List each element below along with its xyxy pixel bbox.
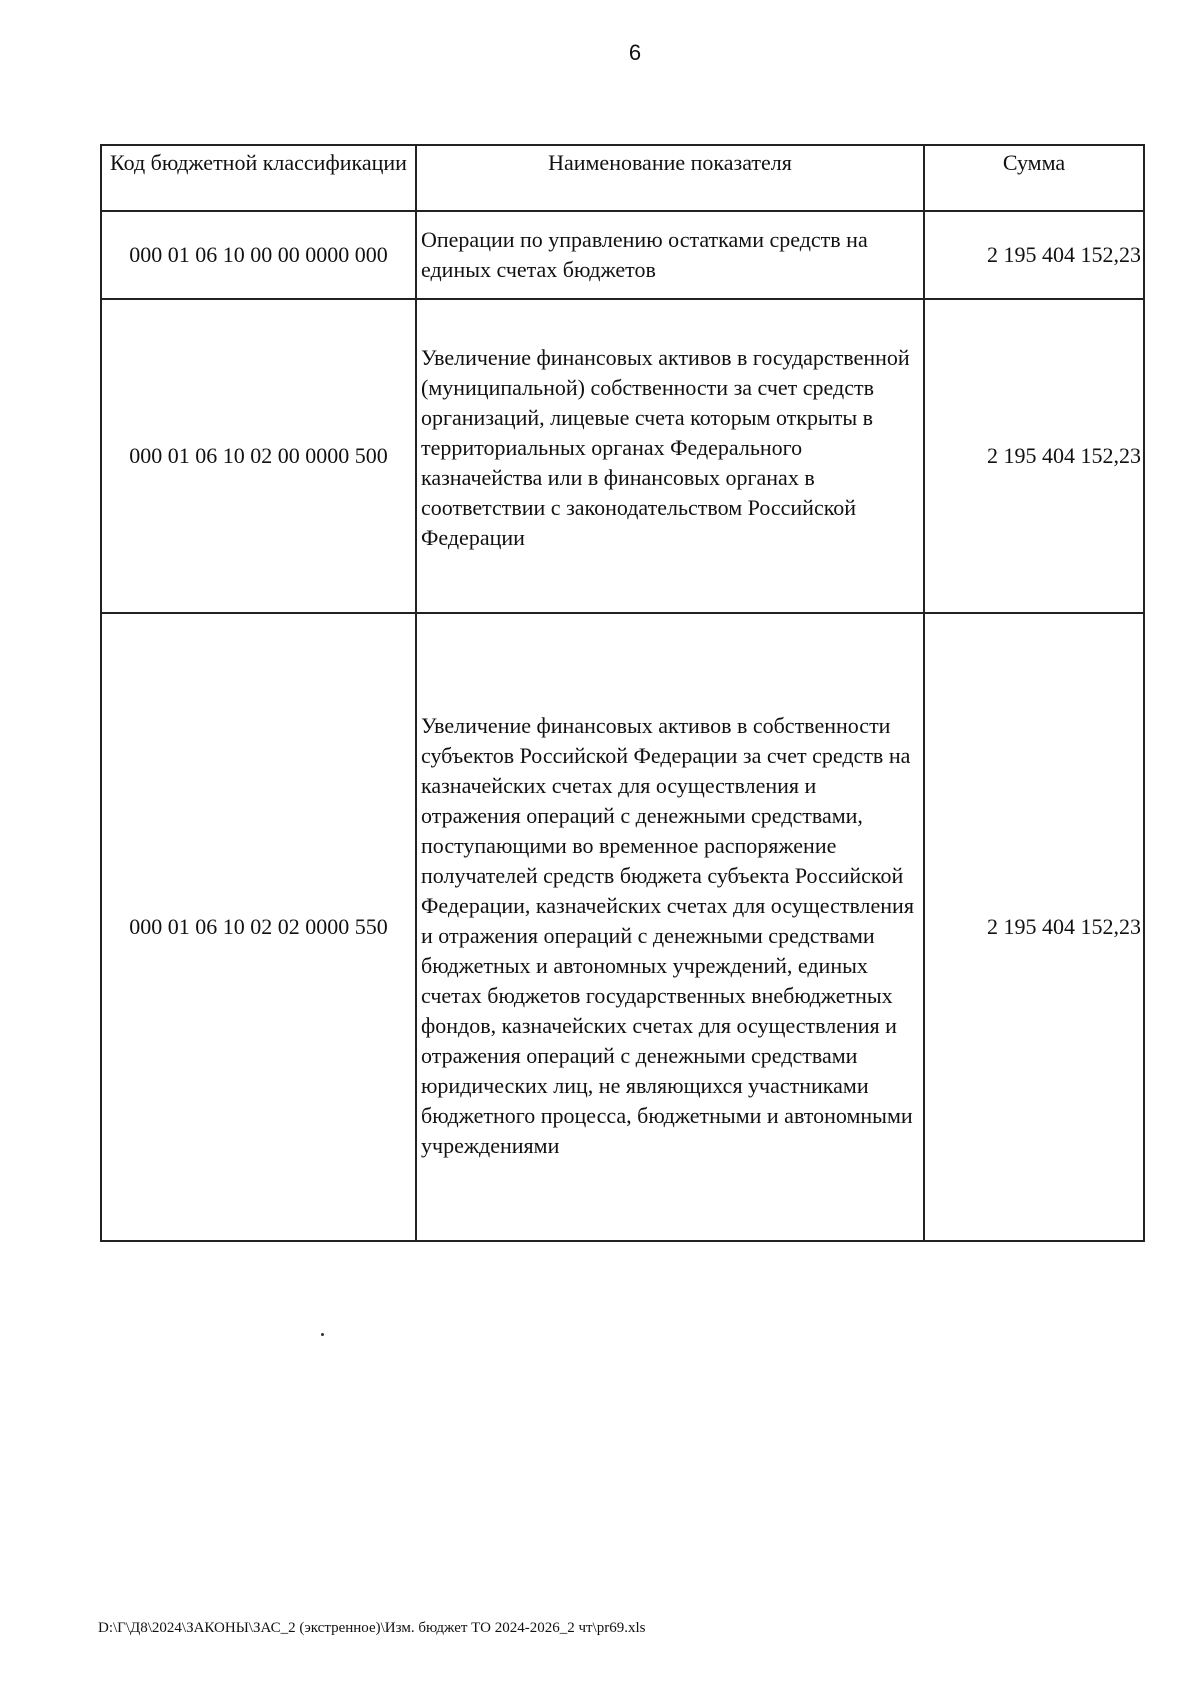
budget-classification-table — [100, 144, 1145, 1242]
row-code: 000 01 06 10 02 02 0000 550 — [101, 613, 416, 1241]
header-name: Наименование показателя — [416, 145, 924, 211]
file-path-footer: D:\Г\Д8\2024\ЗАКОНЫ\ЗАС_2 (экстренное)\Изм. бюджет ТО 2024-2026_2 чт\pr69.xls — [98, 1620, 646, 1636]
page-number: 6 — [628, 40, 642, 65]
header-sum: Сумма — [924, 145, 1144, 211]
row-sum: 2 195 404 152,23 — [924, 211, 1144, 299]
row-name: Увеличение финансовых активов в государственной (муниципальной) собственности за счет средств организаций, лицевые счета которым открыты в территориальных органах Федерального казначейства или в финансовых органах в соответствии с законодательством Российской Федерации — [416, 299, 924, 613]
row-code: 000 01 06 10 02 00 0000 500 — [101, 299, 416, 613]
row-sum: 2 195 404 152,23 — [924, 613, 1144, 1241]
row-sum: 2 195 404 152,23 — [924, 299, 1144, 613]
row-name: Операции по управлению остатками средств на единых счетах бюджетов — [416, 211, 924, 299]
header-code: Код бюджетной классификации — [101, 145, 416, 211]
table-row — [101, 299, 1144, 613]
row-name: Увеличение финансовых активов в собственности субъектов Российской Федерации за счет средств на казначейских счетах для осуществления и отражения операций с денежными средствами, поступающими во временное распоряжение получателей средств бюджета субъекта Российской Федерации, казначейских счетах для осуществления и отражения операций с денежными средствами бюджетных и автономных учреждений, единых счетах бюджетов государственных внебюджетных фондов, казначейских счетах для осуществления и отражения операций с денежными средствами юридических лиц, не являющихся участниками бюджетного процесса, бюджетными и автономными учреждениями — [416, 613, 924, 1241]
table-row — [101, 613, 1144, 1241]
row-code: 000 01 06 10 00 00 0000 000 — [101, 211, 416, 299]
scan-speck — [321, 1333, 324, 1336]
table-row — [101, 211, 1144, 299]
table-header-row — [101, 145, 1144, 211]
